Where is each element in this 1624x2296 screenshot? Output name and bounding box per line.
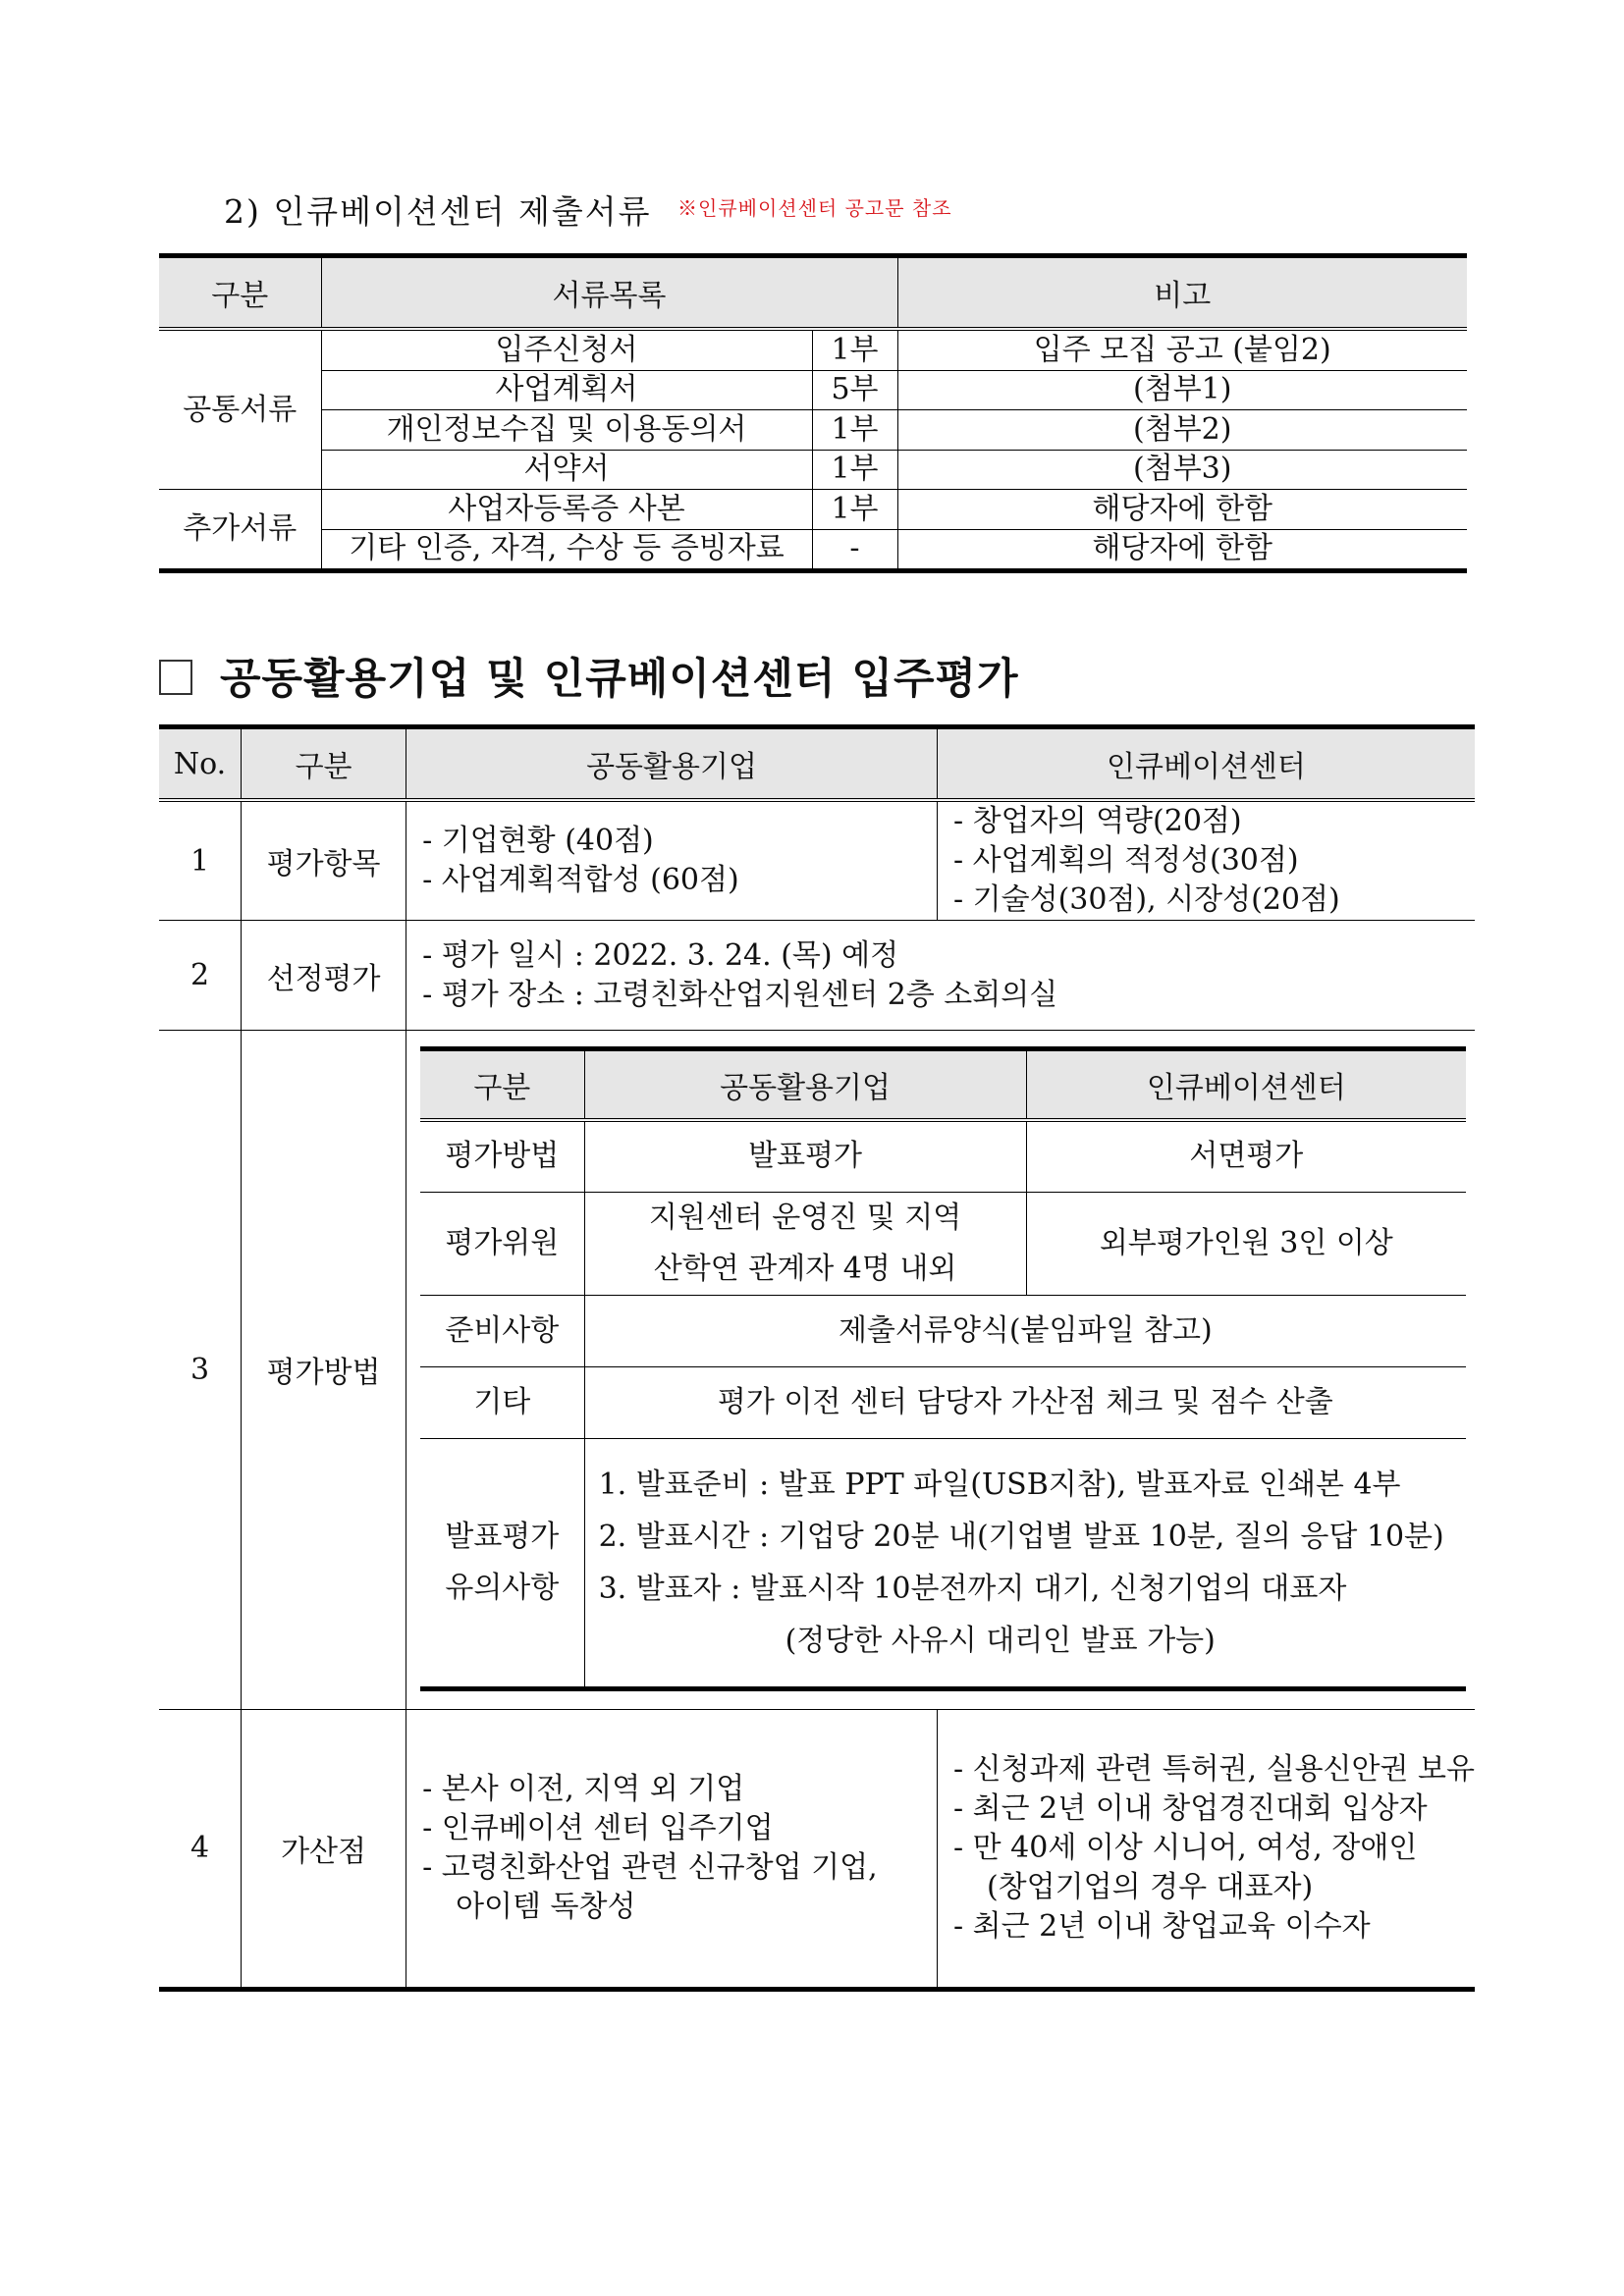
- doc-name: 사업계획서: [321, 370, 812, 410]
- prep-value: 제출서류양식(붙임파일 참고): [584, 1295, 1466, 1366]
- value-line: 지원센터 운영진 및 지역: [648, 1200, 962, 1235]
- note-item: 1. 발표준비 : 발표 PPT 파일(USB지참), 발표자료 인쇄본 4부: [598, 1467, 1401, 1502]
- value-line: 산학연 관계자 4명 내외: [653, 1251, 957, 1286]
- table-row: [159, 1709, 1475, 1989]
- incubation-value: 서면평가: [1026, 1120, 1466, 1192]
- reference-note: ※인큐베이션센터 공고문 참조: [677, 196, 952, 220]
- header-shared-company: 공동활용기업: [584, 1049, 1026, 1121]
- header-category: 구분: [159, 256, 321, 330]
- doc-remark: (첨부3): [897, 450, 1467, 490]
- doc-name: 서약서: [321, 450, 812, 490]
- criteria-item: - 기술성(30점), 시장성(20점): [952, 882, 1340, 917]
- doc-name: 사업자등록증 사본: [321, 490, 812, 530]
- table-row: [159, 921, 1475, 1031]
- doc-remark: 해당자에 한함: [897, 529, 1467, 571]
- label-line: 유의사항: [445, 1570, 560, 1605]
- shared-bonus: [406, 1709, 938, 1989]
- row-number: 3: [159, 1031, 242, 1710]
- row-label: 평가방법: [242, 1031, 406, 1710]
- doc-remark: (첨부2): [897, 410, 1467, 451]
- header-shared-company: 공동활용기업: [406, 727, 938, 801]
- table-row: [420, 1192, 1466, 1295]
- table-row: [159, 410, 1467, 451]
- incubation-bonus: [937, 1709, 1475, 1989]
- note-item: 3. 발표자 : 발표시작 10분전까지 대기, 신청기업의 대표자: [598, 1571, 1347, 1606]
- shared-value: [584, 1192, 1026, 1295]
- doc-remark: 해당자에 한함: [897, 490, 1467, 530]
- doc-name: 개인정보수집 및 이용동의서: [321, 410, 812, 451]
- header-category: 구분: [242, 727, 406, 801]
- doc-name: 입주신청서: [321, 329, 812, 370]
- detail-line: - 평가 장소 : 고령친화산업지원센터 2층 소회의실: [422, 977, 1058, 1012]
- bonus-item: - 최근 2년 이내 창업경진대회 입상자: [952, 1790, 1428, 1826]
- doc-remark: 입주 모집 공고 (붙임2): [897, 329, 1467, 370]
- section-heading-submission-docs: [224, 187, 952, 233]
- detail-line: - 평가 일시 : 2022. 3. 24. (목) 예정: [422, 937, 899, 973]
- row-number: 1: [189, 843, 210, 879]
- bonus-item-continued: (창업기업의 경우 대표자): [986, 1869, 1314, 1904]
- doc-qty: 1부: [812, 490, 897, 530]
- row-label: 가산점: [242, 1709, 406, 1989]
- shared-value: 발표평가: [584, 1120, 1026, 1192]
- table-row: [159, 1031, 1475, 1710]
- header-remark: 비고: [897, 256, 1467, 330]
- note-item: 2. 발표시간 : 기업당 20분 내(기업별 발표 10분, 질의 응답 10분): [598, 1519, 1444, 1554]
- table-header-row: [159, 256, 1467, 330]
- doc-name: 기타 인증, 자격, 수상 등 증빙자료: [321, 529, 812, 571]
- table-row: [420, 1366, 1466, 1438]
- submission-docs-table: [159, 253, 1467, 573]
- row-label: 기타: [420, 1366, 584, 1438]
- method-cell: [406, 1031, 1475, 1710]
- table-row: [420, 1295, 1466, 1366]
- bonus-item-continued: 아이템 독창성: [456, 1889, 636, 1924]
- row-label: 준비사항: [420, 1295, 584, 1366]
- selection-details: [406, 921, 1475, 1031]
- group-label: 공통서류: [183, 392, 298, 427]
- criteria-item: - 창업자의 역량(20점): [952, 804, 1242, 838]
- doc-qty: 5부: [812, 370, 897, 410]
- header-doc-list: 서류목록: [321, 256, 897, 330]
- row-label: [420, 1438, 584, 1688]
- bonus-item: - 만 40세 이상 시니어, 여성, 장애인: [952, 1830, 1418, 1865]
- header-incubation: 인큐베이션센터: [1026, 1049, 1466, 1121]
- table-row: [159, 450, 1467, 490]
- note-continuation: (정당한 사유시 대리인 발표 가능): [785, 1623, 1216, 1658]
- bonus-item: - 신청과제 관련 특허권, 실용신안권 보유: [952, 1751, 1475, 1787]
- group-label: 추가서류: [159, 490, 321, 571]
- bonus-item: - 본사 이전, 지역 외 기업: [422, 1771, 745, 1806]
- table-row: [159, 529, 1467, 571]
- header-incubation: 인큐베이션센터: [937, 727, 1475, 801]
- bonus-item: - 고령친화산업 관련 신규창업 기업,: [422, 1849, 878, 1885]
- presentation-notes: [584, 1438, 1466, 1688]
- bonus-item: - 최근 2년 이내 창업교육 이수자: [952, 1908, 1371, 1944]
- criteria-item: - 기업현황 (40점): [422, 824, 654, 858]
- table-row: [420, 1120, 1466, 1192]
- header-no: No.: [159, 727, 242, 801]
- section-heading-evaluation: [159, 646, 1019, 706]
- row-number: 4: [159, 1709, 242, 1989]
- etc-value: 평가 이전 센터 담당자 가산점 체크 및 점수 산출: [584, 1366, 1466, 1438]
- doc-qty: 1부: [812, 329, 897, 370]
- evaluation-method-table: [420, 1046, 1466, 1691]
- shared-criteria: [406, 800, 938, 921]
- doc-remark: (첨부1): [897, 370, 1467, 410]
- row-label: 선정평가: [242, 921, 406, 1031]
- bonus-item: - 인큐베이션 센터 입주기업: [422, 1810, 774, 1845]
- header-category: 구분: [420, 1049, 584, 1121]
- row-number: 2: [159, 921, 242, 1031]
- doc-qty: -: [812, 529, 897, 571]
- criteria-item: - 사업계획적합성 (60점): [422, 863, 739, 897]
- row-label: 평가항목: [242, 800, 406, 921]
- table-row: [420, 1438, 1466, 1688]
- table-row: [159, 490, 1467, 530]
- table-header-row: [420, 1049, 1466, 1121]
- row-label: 평가방법: [445, 1139, 560, 1174]
- doc-qty: 1부: [812, 410, 897, 451]
- section-title: 공동활용기업 및 인큐베이션센터 입주평가: [220, 655, 1019, 704]
- criteria-item: - 사업계획의 적정성(30점): [952, 843, 1299, 878]
- incubation-value: 외부평가인원 3인 이상: [1026, 1192, 1466, 1295]
- table-header-row: [159, 727, 1475, 801]
- doc-qty: 1부: [812, 450, 897, 490]
- table-row: [159, 800, 1475, 921]
- incubation-criteria: [937, 800, 1475, 921]
- section-title: 2) 인큐베이션센터 제출서류: [224, 192, 652, 231]
- evaluation-table: [159, 724, 1475, 1992]
- table-row: [159, 329, 1467, 370]
- row-label: 평가위원: [420, 1192, 584, 1295]
- label-line: 발표평가: [445, 1519, 560, 1554]
- checkbox-square-icon: [159, 660, 192, 695]
- table-row: [159, 370, 1467, 410]
